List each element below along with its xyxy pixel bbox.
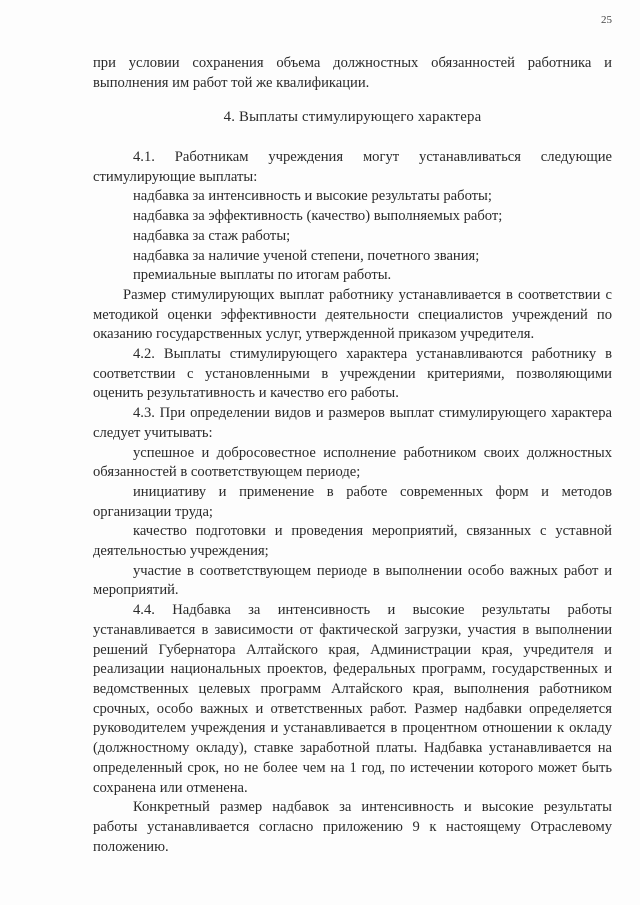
paragraph-4-3: 4.3. При определении видов и размеров выплат стимулирующего характера следует учитывать: <box>93 405 612 441</box>
paragraph-size: Размер стимулирующих выплат работнику устанавливается в соответствии с методикой оценки эффективности деятельности специалистов учреждений по оказанию государственных услуг, утвержденной приказом учредителя. <box>93 286 612 343</box>
paragraph-final: Конкретный размер надбавок за интенсивность и высокие результаты работы устанавливается согласно приложению 9 к настоящему Отраслевому положению. <box>93 799 612 855</box>
paragraph-4-2: 4.2. Выплаты стимулирующего характера устанавливаются работнику в соответствии с установленными в учреждении критериями, позволяющими оценить результативность и качество его работы. <box>93 346 612 402</box>
list-item: надбавка за интенсивность и высокие результаты работы; <box>133 188 492 205</box>
page-number: 25 <box>601 14 612 26</box>
list-item: качество подготовки и проведения мероприятий, связанных с уставной деятельностью учреждения; <box>93 523 612 560</box>
list-item: надбавка за стаж работы; <box>133 227 291 244</box>
intro-line-2: выполнения им работ той же квалификации. <box>93 74 370 91</box>
list-item: участие в соответствующем периоде в выполнении особо важных работ и мероприятий. <box>93 562 612 599</box>
intro-line-1: при условии сохранения объема должностных обязанностей работника и <box>93 55 612 71</box>
section-title: 4. Выплаты стимулирующего характера <box>223 109 482 125</box>
paragraph-4-4: 4.4. Надбавка за интенсивность и высокие результаты работы устанавливается в зависимости от фактической загрузки, участия в выполнении решений Губернатора Алтайского края, Администрации края, учредителя и реализации национальных проектов, федеральных программ, государственных и ведомственных целевых программ Алтайского края, выполнения работником срочных, особо важных и ответственных работ. Размер надбавки определяется руководителем учреждения и устанавливается в процентном отношении к окладу (должностному окладу), ставке заработной платы. Надбавка устанавливается на определенный срок, но не более чем на 1 год, по истечении которого может быть сохранена или отменена. <box>93 602 612 796</box>
list-item: надбавка за эффективность (качество) выполняемых работ; <box>133 208 503 225</box>
paragraph-4-1: 4.1. Работникам учреждения могут устанавливаться следующие стимулирующие выплаты: <box>93 149 612 185</box>
list-item: надбавка за наличие ученой степени, почетного звания; <box>133 247 480 264</box>
list-item: премиальные выплаты по итогам работы. <box>133 267 392 284</box>
list-item: успешное и добросовестное исполнение работником своих должностных обязанностей в соответствующем периоде; <box>93 444 612 481</box>
list-item: инициативу и применение в работе современных форм и методов организации труда; <box>93 483 612 520</box>
section-body <box>93 148 612 857</box>
intro-paragraph <box>93 54 612 93</box>
